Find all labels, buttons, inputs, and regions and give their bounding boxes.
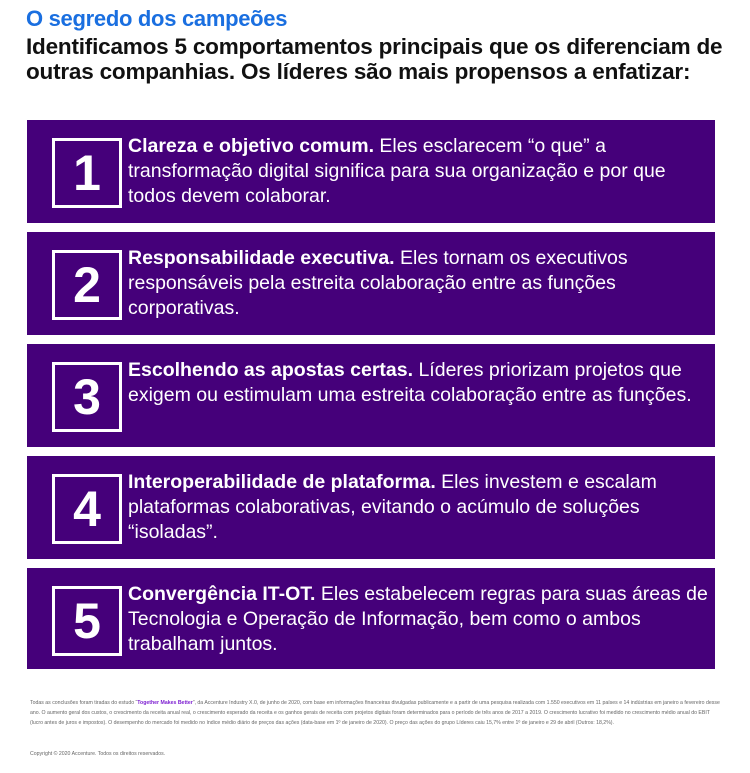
behavior-heading: Clareza e objetivo comum. (128, 135, 374, 157)
number-badge: 2 (52, 250, 122, 320)
behavior-text (128, 134, 708, 209)
number-badge: 3 (52, 362, 122, 432)
study-link[interactable]: Together Makes Better (137, 700, 193, 706)
behavior-body: Eles investem e escalam plataformas colaborativas, evitando o acúmulo de soluções “isoladas”. (128, 471, 657, 543)
footnote (30, 698, 720, 728)
behavior-body: Líderes priorizam projetos que exigem ou estimulam uma estreita colaboração entre as funções. (128, 359, 692, 406)
footnote-text-start: Todas as conclusões foram tiradas do estudo “ (30, 700, 138, 706)
behavior-body: Eles estabelecem regras para suas áreas de Tecnologia e Operação de Informação, bem como o ambos trabalham juntos. (128, 583, 708, 655)
behavior-card-2 (27, 232, 715, 335)
behavior-heading: Interoperabilidade de plataforma. (128, 471, 436, 493)
behavior-card-1 (27, 120, 715, 223)
behavior-body: Eles tornam os executivos responsáveis pela estreita colaboração entre as funções corporativas. (128, 247, 628, 319)
behavior-card-3 (27, 344, 715, 447)
behavior-card-4 (27, 456, 715, 559)
number-badge: 1 (52, 138, 122, 208)
behavior-heading: Convergência IT-OT. (128, 583, 316, 605)
footnote-text-end: ”, da Accenture Industry X.0, de junho de 2020, com base em informações financeiras divulgadas publicamente e a partir de uma pesquisa realizada com 1.550 executivos em 11 países e 14 indústrias em janeiro a fevereiro desse ano. O aumento geral dos custos, o crescimento da receita anual real, o crescimento esperado da receita e os ganhos gerais de receita com projetos digitais foram determinados para o período de três anos de 2017 a 2019. O crescimento lucrativo foi medido no crescimento médio anual do EBIT (lucro antes de juros e impostos). O desempenho do mercado foi medido no índice médio diário de preços das ações (data-base em 1º de janeiro de 2020). O preço das ações do grupo Líderes caiu 15,7% entre 1º de janeiro e 29 de abril (Outros: 18,2%). (30, 700, 720, 726)
behavior-text (128, 246, 708, 321)
copyright: Copyright © 2020 Accenture. Todos os direitos reservados. (30, 751, 166, 757)
behavior-body: Eles esclarecem “o que” a transformação digital significa para sua organização e por que todos devem colaborar. (128, 135, 666, 207)
behavior-heading: Responsabilidade executiva. (128, 247, 395, 269)
behavior-card-5 (27, 568, 715, 669)
behavior-text (128, 582, 708, 657)
page-subtitle: Identificamos 5 comportamentos principais que os diferenciam de outras companhias. Os líderes são mais propensos a enfatizar: (26, 34, 723, 84)
number-badge: 5 (52, 586, 122, 656)
page-title: O segredo dos campeões (26, 6, 288, 31)
number-badge: 4 (52, 474, 122, 544)
behavior-text (128, 358, 708, 408)
behavior-heading: Escolhendo as apostas certas. (128, 359, 414, 381)
behavior-text (128, 470, 708, 545)
